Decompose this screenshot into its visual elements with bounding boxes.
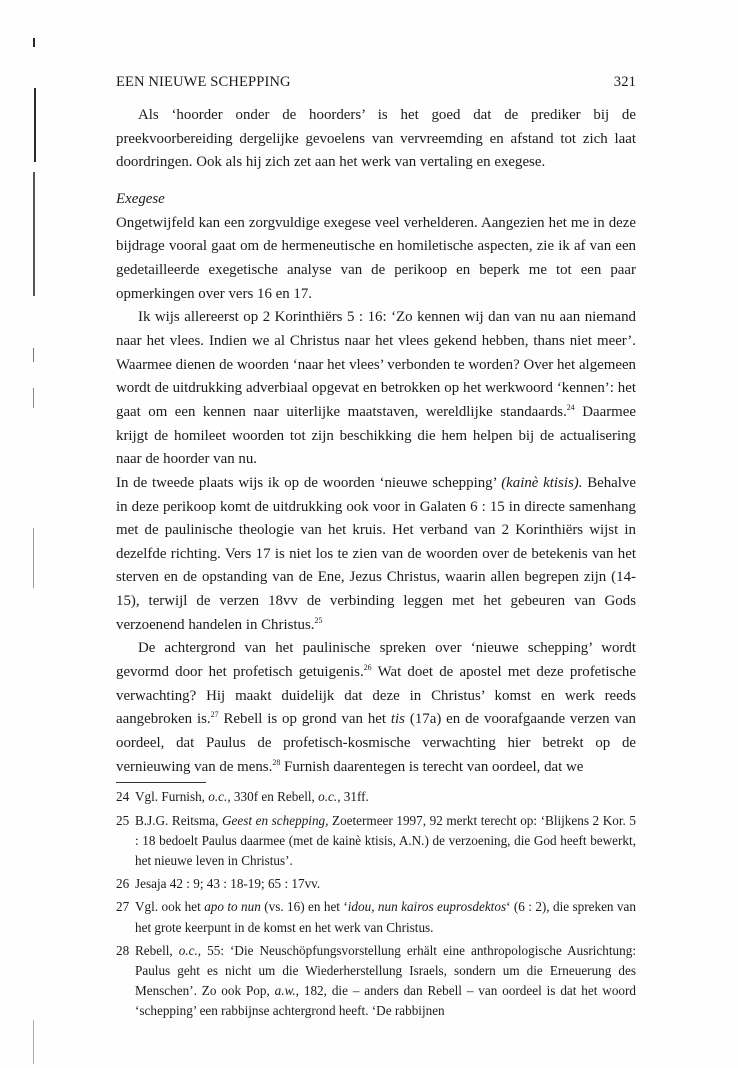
paragraph-3-text-b: Behalve in deze perikoop komt de uitdrukking ook voor in Galaten 6 : 15 in directe samenhang met de paulinische theologie van het kruis. Het verband van 2 Korinthiërs wijst in dezelfde richting. Vers 17 is niet los te zien van de woorden over de betekenis van het sterven en de opstanding van de Ene, Jezus Christus, waarin allen begrepen zijn (14-15), terwijl de verzen 18vv de verbinding leggen met het gebeuren van Gods verzoenend handelen in Christus. <box>116 474 636 633</box>
footnote-27-text-a: Vgl. ook het <box>135 899 205 915</box>
footnote-25 <box>116 811 636 872</box>
footnote-number: 24 <box>116 789 130 805</box>
footnote-24-text-c: 31ff. <box>340 789 369 805</box>
paragraph-4-text-b: Wat doet de apostel met deze profetische verwachting? Hij maakt duidelijk dat deze in Christus’ komst en werk reeds aangebroken is. <box>116 664 636 728</box>
footnote-28-text-b: 55: ‘Die Neuschöpfungsvorstellung erhält eine anthropologische Ausrichtung: Paulus geht es nicht um die Wiederherstellung Israels, sondern um die Erneuerung des Menschen’. Zo ook Pop, <box>135 942 636 999</box>
scan-mark-lower-2 <box>33 388 34 408</box>
footnote-text: Jesaja 42 : 9; 43 : 18-19; 65 : 17vv. <box>135 876 321 892</box>
page-number: 321 <box>613 74 636 90</box>
footnote-ref-25[interactable]: 25 <box>314 615 323 625</box>
scan-mark-middle <box>33 172 35 296</box>
footnote-27-text-b: (vs. 16) en het ‘ <box>260 899 348 915</box>
footnote-24-italic-1: o.c., <box>208 789 231 805</box>
exegese-paragraph-2 <box>116 306 636 472</box>
body-text <box>116 104 636 779</box>
exegese-paragraph-4 <box>116 637 636 779</box>
footnote-number: 26 <box>116 876 130 892</box>
footnote-number: 27 <box>116 899 130 915</box>
footnote-27-italic-1: apo to nun <box>204 899 261 915</box>
footnote-ref-26[interactable]: 26 <box>363 663 372 673</box>
scan-mark-upper <box>34 88 36 162</box>
footnote-text <box>135 787 636 807</box>
running-head <box>116 74 636 104</box>
scan-mark-top <box>33 38 35 47</box>
footnote-text <box>135 897 636 937</box>
scan-mark-lower <box>33 348 34 362</box>
paragraph-4-text-a: De achtergrond van het paulinische spreken over ‘nieuwe schepping’ wordt gevormd door het profetisch getuigenis. <box>116 640 636 681</box>
footnote-text <box>135 941 636 1022</box>
footnote-24-italic-2: o.c., <box>318 789 341 805</box>
paragraph-4-text-d: (17a) en de voorafgaande verzen van oordeel, dat Paulus de profetisch-kosmische verwachting hier betrekt op de vernieuwing van de mens. <box>116 711 636 775</box>
footnote-28-italic-2: a.w., <box>274 983 299 999</box>
footnote-24 <box>116 787 636 807</box>
footnote-24-text-b: 330f en Rebell, <box>230 789 319 805</box>
footnote-27-italic-2: idou, nun kairos euprosdektos <box>347 899 507 915</box>
footnote-25-italic-1: Geest en schepping, <box>222 812 329 828</box>
chapter-title: EEN NIEUWE SCHEPPING <box>116 74 291 90</box>
exegese-paragraph-1: Ongetwijfeld kan een zorgvuldige exegese veel verhelderen. Aangezien het me in deze bijdrage vooral gaat om de hermeneutische en homiletische aspecten, zie ik af van een gedetailleerde exegetische analyse van de perikoop en beperk me tot een paar opmerkingen over vers 16 en 17. <box>116 214 636 302</box>
footnote-28-text-c: 182, die – anders dan Rebell – van oordeel is dat het woord ‘schepping’ een rabbijnse achtergrond heeft. ‘De rabbijnen <box>135 983 636 1019</box>
paragraph-4-text-e: Furnish daarentegen is terecht van oordeel, dat we <box>280 758 584 775</box>
paragraph-4-text-c: Rebell is op grond van het <box>218 711 391 728</box>
paragraph-2-text-a: Ik wijs allereerst op 2 Korinthiërs 5 : 16: ‘Zo kennen wij dan van nu aan niemand naar het vlees. Indien we al Christus naar het vlees gekend hebben, thans niet meer’. Waarmee dienen de woorden ‘naar het vlees’ verbonden te worden? Over het algemeen wordt de uitdrukking adverbiaal opgevat en betrokken op het werkwoord ‘kennen’: het gaat om een kennen naar uiterlijke maatstaven, wereldlijke standaards. <box>116 309 636 420</box>
scan-mark-bottom <box>33 528 34 588</box>
footnotes <box>116 787 636 1021</box>
section-heading-exegese: Exegese <box>116 190 165 207</box>
footnote-28 <box>116 941 636 1022</box>
footnote-ref-24[interactable]: 24 <box>566 402 575 412</box>
footnote-25-text-a: B.J.G. Reitsma, <box>135 812 223 828</box>
term-tis: tis <box>390 711 405 728</box>
paragraph-3-text-a: In de tweede plaats wijs ik op de woorden ‘nieuwe schepping’ <box>116 474 502 491</box>
intro-paragraph: Als ‘hoorder onder de hoorders’ is het goed dat de prediker bij de preekvoorbereiding dergelijke gevoelens van vervreemding en afstand tot zich laat doordringen. Ook als hij zich zet aan het werk van vertaling en exegese. <box>116 107 636 171</box>
footnote-24-text-a: Vgl. Furnish, <box>135 789 209 805</box>
footnote-28-text-a: Rebell, <box>135 942 179 958</box>
footnote-26 <box>116 874 636 894</box>
footnote-number: 28 <box>116 942 130 958</box>
footnote-divider <box>116 782 206 783</box>
footnote-27 <box>116 897 636 937</box>
footnote-25-text-b: Zoetermeer 1997, 92 merkt terecht op: ‘Blijkens 2 Kor. 5 : 18 bedoelt Paulus daarmee (met de kainè ktisis, A.N.) de verzoening, die God heeft bewerkt, het nieuwe leven in Christus’. <box>135 812 636 868</box>
scan-mark-foot <box>33 1020 34 1064</box>
footnote-27-text-c: ‘ (6 : 2), die spreken van het grote keerpunt in de komst en het werk van Christus. <box>135 899 636 935</box>
footnote-number: 25 <box>116 812 130 828</box>
footnote-ref-28[interactable]: 28 <box>272 757 281 767</box>
exegese-paragraph-3 <box>116 472 636 638</box>
footnote-28-italic-1: o.c., <box>178 942 202 958</box>
footnote-ref-27[interactable]: 27 <box>210 710 219 720</box>
paragraph-2-text-b: Daarmee krijgt de homileet woorden tot zijn beschikking die hem helpen bij de actualisering naar de hoorder van nu. <box>116 403 636 468</box>
page-content <box>116 74 636 1025</box>
term-kaine-ktisis: (kainè ktisis). <box>501 474 583 491</box>
footnote-text <box>135 811 636 872</box>
